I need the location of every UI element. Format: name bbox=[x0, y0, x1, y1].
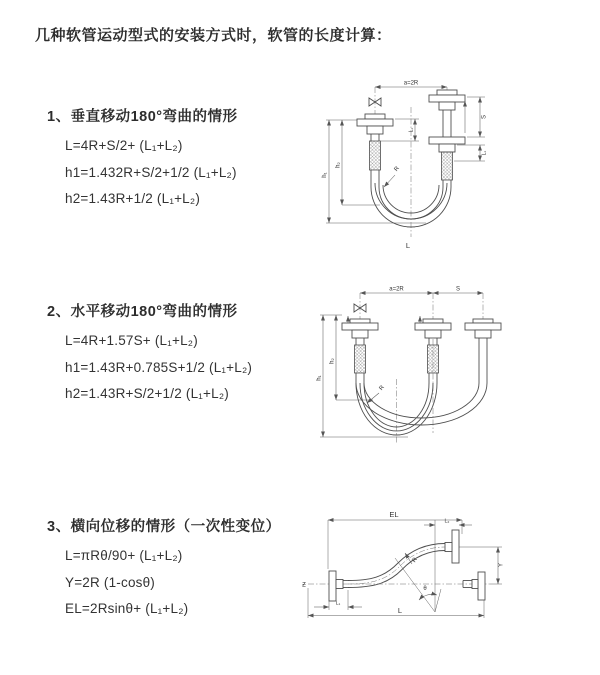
dimensions bbox=[322, 81, 488, 251]
formula-l: L=4R+S/2+ (L₁+L₂) bbox=[65, 138, 183, 153]
dim-label-l1-right: L₁ bbox=[481, 150, 488, 156]
formula-h1: h1=1.43R+0.785S+1/2 (L₁+L₂) bbox=[65, 359, 253, 375]
hose-s-curve bbox=[348, 544, 445, 588]
dim-label-h2: h₂ bbox=[335, 162, 342, 168]
hose-u-bends bbox=[356, 383, 487, 435]
dim-label-a2r: a=2R bbox=[389, 286, 404, 293]
diagram-horizontal-180-bend bbox=[313, 283, 525, 453]
pipe-left-flange bbox=[342, 319, 378, 383]
dim-label-l: L bbox=[405, 241, 411, 250]
pipe-right-flange bbox=[465, 319, 501, 383]
section-1-heading: 1、垂直移动180°弯曲的情形 bbox=[47, 109, 238, 125]
dim-label-a2r: a=2R bbox=[403, 80, 419, 87]
centerlines bbox=[375, 87, 447, 237]
pipe-right-flange bbox=[429, 90, 465, 187]
dim-label-el: EL bbox=[389, 510, 399, 519]
centerlines bbox=[360, 293, 483, 443]
section-horizontal-movement bbox=[47, 300, 252, 408]
dim-label-y: Y bbox=[498, 562, 505, 568]
flange-lower-right bbox=[463, 572, 485, 600]
formula-el: EL=2Rsinθ+ (L₁+L₂) bbox=[65, 601, 189, 616]
dimensions bbox=[308, 510, 505, 618]
dim-label-l1-left: L₁ bbox=[408, 127, 415, 133]
dim-label-l2: L₂ bbox=[444, 518, 450, 525]
formula-h2: h2=1.43R+S/2+1/2 (L₁+L₂) bbox=[65, 386, 229, 401]
construction-lines bbox=[395, 520, 441, 612]
diagram-lateral-displacement bbox=[298, 506, 513, 626]
section-vertical-movement bbox=[47, 105, 238, 213]
flange-upper-right bbox=[445, 530, 459, 563]
section-3-heading: 3、横向位移的情形（一次性变位） bbox=[47, 519, 281, 535]
section-lateral-displacement bbox=[47, 515, 281, 623]
dim-label-s: S bbox=[455, 286, 461, 293]
dim-label-r: R bbox=[378, 384, 386, 392]
dim-label-r: R bbox=[411, 556, 419, 564]
section-2-heading: 2、水平移动180°弯曲的情形 bbox=[47, 304, 238, 320]
formula-y: Y=2R (1-cosθ) bbox=[65, 574, 156, 590]
angle-label-theta: θ bbox=[423, 586, 427, 592]
dim-label-h1: h₁ bbox=[316, 375, 323, 381]
axis-label: Ƶ bbox=[302, 582, 306, 589]
diagram-vertical-180-bend bbox=[318, 75, 503, 257]
dim-label-r: R bbox=[393, 165, 401, 173]
dim-label-l: L bbox=[397, 606, 403, 615]
formula-h2: h2=1.43R+1/2 (L₁+L₂) bbox=[65, 191, 201, 206]
formula-l: L=πRθ/90+ (L₁+L₂) bbox=[65, 548, 183, 563]
dim-label-h2: h₂ bbox=[329, 358, 336, 364]
formula-h1: h1=1.432R+S/2+1/2 (L₁+L₂) bbox=[65, 164, 237, 180]
dim-label-s: S bbox=[481, 114, 488, 120]
page-title: 几种软管运动型式的安装方式时，软管的长度计算： bbox=[35, 27, 392, 44]
pipe-middle-flange bbox=[415, 319, 451, 383]
dim-label-l1: L₁ bbox=[335, 600, 341, 607]
dim-label-h1: h₁ bbox=[322, 172, 328, 178]
flange-left bbox=[329, 571, 348, 601]
dimensions bbox=[317, 287, 484, 438]
pipe-left-flange bbox=[357, 114, 393, 187]
formula-l: L=4R+1.57S+ (L₁+L₂) bbox=[65, 333, 198, 348]
